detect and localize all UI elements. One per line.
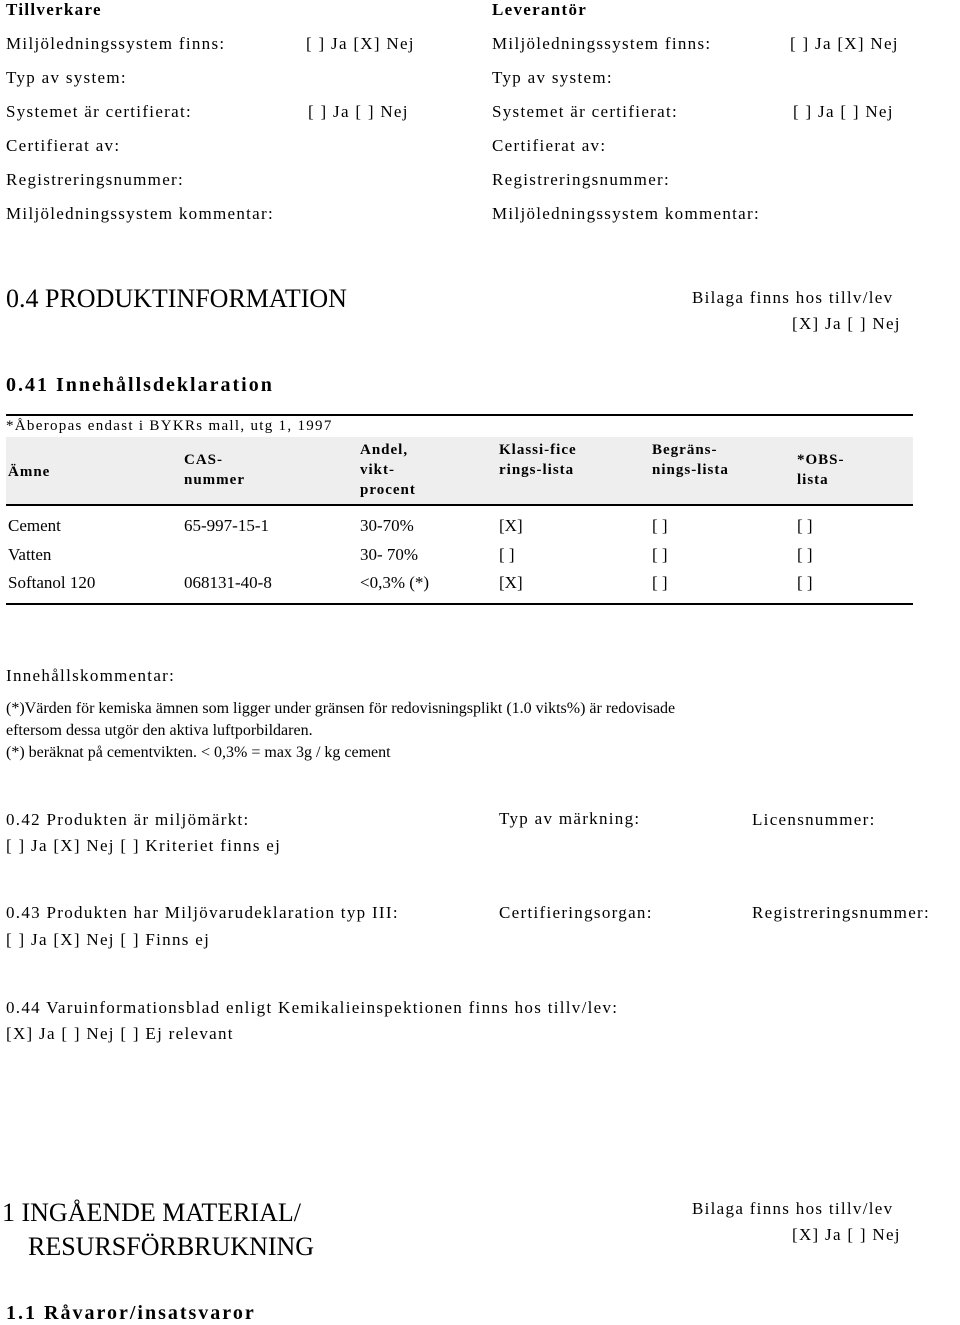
table-cell: 65-997-15-1 (184, 516, 269, 535)
tillverkare-heading: Tillverkare (6, 0, 102, 19)
table-cell: [X] (499, 516, 523, 535)
table-cell: <0,3% (*) (360, 573, 430, 592)
section-043-title: 0.43 Produkten har Miljövarudeklaration typ III: (6, 903, 399, 922)
section-042-typ: Typ av märkning: (499, 809, 641, 828)
leverantor-label-typ: Typ av system: (492, 68, 613, 87)
section-04-bilaga-value: [X] Ja [ ] Nej (792, 314, 901, 333)
leverantor-label-certifierat: Systemet är certifierat: (492, 102, 679, 121)
leverantor-value-certifierat: [ ] Ja [ ] Nej (793, 102, 894, 121)
leverantor-label-regnr: Registreringsnummer: (492, 170, 671, 189)
table-cell: 30-70% (360, 516, 414, 535)
tillverkare-label-typ: Typ av system: (6, 68, 127, 87)
table-top-rule (6, 414, 913, 416)
content-comment-line-2: eftersom dessa utgör den aktiva luftporbildaren. (6, 722, 313, 739)
table-cell: 30- 70% (360, 545, 419, 564)
tillverkare-label-regnr: Registreringsnummer: (6, 170, 185, 189)
table-header-rule (6, 504, 913, 506)
section-044-title: 0.44 Varuinformationsblad enligt Kemikalieinspektionen finns hos tillv/lev: (6, 998, 619, 1017)
section-1-title-line-2: RESURSFÖRBRUKNING (28, 1232, 315, 1261)
th-klassificering: Klassi-fice rings-lista (499, 442, 577, 478)
section-042-options: [ ] Ja [X] Nej [ ] Kriteriet finns ej (6, 836, 282, 855)
th-andel: Andel, vikt-procent (360, 442, 416, 498)
section-041-title: 0.41 Innehållsdeklaration (6, 374, 274, 396)
section-04-title: 0.4 PRODUKTINFORMATION (6, 284, 347, 313)
tillverkare-value-system-finns: [ ] Ja [X] Nej (306, 34, 415, 53)
content-comment-label: Innehållskommentar: (6, 666, 176, 685)
table-cell: [X] (499, 573, 523, 592)
section-1-title-line-1: 1 INGÅENDE MATERIAL/ (2, 1198, 301, 1227)
table-cell: [ ] (797, 516, 813, 535)
section-1-bilaga-value: [X] Ja [ ] Nej (792, 1225, 901, 1244)
leverantor-label-system-finns: Miljöledningssystem finns: (492, 34, 712, 53)
th-cas: CAS-nummer (184, 452, 245, 488)
th-begransning: Begräns-nings-lista (652, 442, 729, 478)
section-044-options: [X] Ja [ ] Nej [ ] Ej relevant (6, 1024, 234, 1043)
leverantor-label-certifierat-av: Certifierat av: (492, 136, 607, 155)
section-042-title: 0.42 Produkten är miljömärkt: (6, 810, 250, 829)
table-cell: [ ] (499, 545, 515, 564)
tillverkare-label-system-finns: Miljöledningssystem finns: (6, 34, 226, 53)
table-cell: Vatten (8, 545, 52, 564)
section-043-registreringsnummer: Registreringsnummer: (752, 903, 931, 922)
section-042-licensnummer: Licensnummer: (752, 810, 876, 829)
leverantor-label-kommentar: Miljöledningssystem kommentar: (492, 204, 761, 223)
section-11-title: 1.1 Råvaror/insatsvaror (6, 1302, 256, 1324)
content-comment-line-1: (*)Värden för kemiska ämnen som ligger under gränsen för redovisningsplikt (1.0 vikts%) är redovisade (6, 700, 676, 717)
table-cell: [ ] (652, 573, 668, 592)
th-amne: Ämne (8, 464, 51, 480)
table-cell: [ ] (652, 516, 668, 535)
tillverkare-value-certifierat: [ ] Ja [ ] Nej (308, 102, 409, 121)
table-cell: 068131-40-8 (184, 573, 272, 592)
section-04-bilaga-label: Bilaga finns hos tillv/lev (692, 288, 894, 307)
table-header-background (6, 437, 913, 504)
th-obs: *OBS-lista (797, 452, 845, 488)
section-043-options: [ ] Ja [X] Nej [ ] Finns ej (6, 930, 211, 949)
tillverkare-label-certifierat: Systemet är certifierat: (6, 102, 193, 121)
table-cell: [ ] (797, 573, 813, 592)
section-041-note: *Åberopas endast i BYKRs mall, utg 1, 1997 (6, 418, 333, 434)
leverantor-heading: Leverantör (492, 0, 588, 19)
table-cell: [ ] (652, 545, 668, 564)
table-cell: Softanol 120 (8, 573, 96, 592)
table-cell: [ ] (797, 545, 813, 564)
table-cell: Cement (8, 516, 61, 535)
leverantor-value-system-finns: [ ] Ja [X] Nej (790, 34, 899, 53)
content-comment-line-3: (*) beräknat på cementvikten. < 0,3% = max 3g / kg cement (6, 744, 391, 761)
table-bottom-rule (6, 603, 913, 605)
section-043-certifieringsorgan: Certifieringsorgan: (499, 903, 653, 922)
section-1-bilaga-label: Bilaga finns hos tillv/lev (692, 1199, 894, 1218)
tillverkare-label-certifierat-av: Certifierat av: (6, 136, 121, 155)
tillverkare-label-kommentar: Miljöledningssystem kommentar: (6, 204, 275, 223)
